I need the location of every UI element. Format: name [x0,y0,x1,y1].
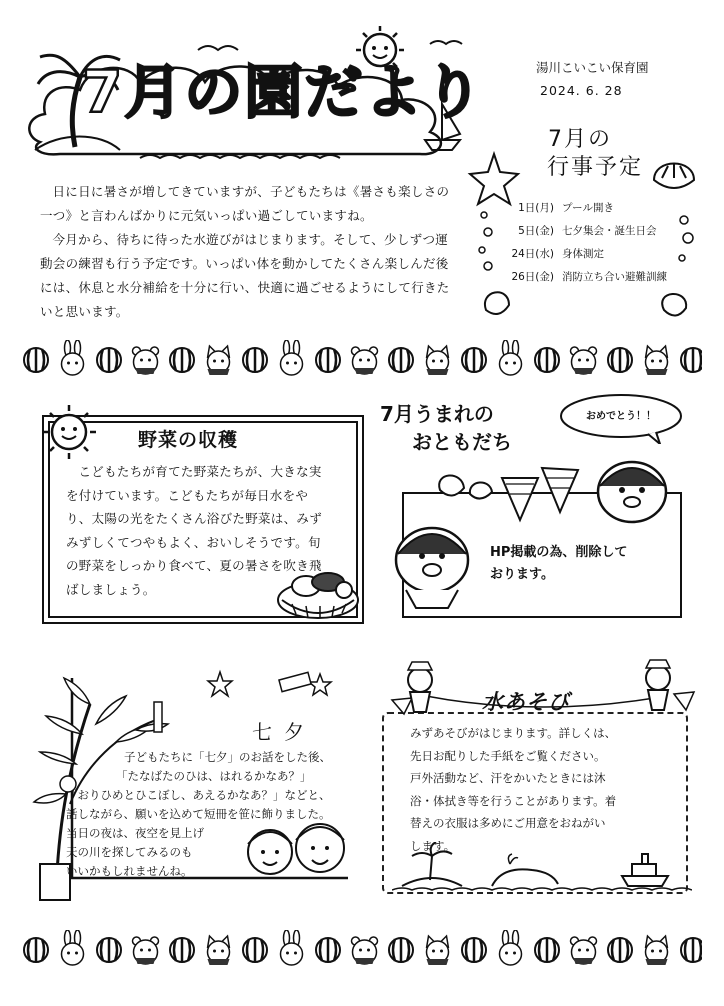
whale-icon [492,854,558,886]
harvest-text: こどもたちが育てた野菜たちが、大きな実を付けています。こどもたちが毎日水をやり、太陽の光をたくさん浴びた野菜は、みずみずしくてつやもよく、おいしそうです。旬の野菜をしっかり食べて、夏の暑さを吹き飛ばしましょう。 [66,464,323,597]
boat-icon [622,854,668,886]
bear-icon [571,347,597,374]
watermelon-icon [243,348,267,372]
tanabata-stars [200,668,340,708]
water-line: 先日お配りした手紙をご覧ください。 [410,748,606,763]
watermelon-icon [681,938,702,962]
rabbit-icon [500,930,522,965]
bear-icon [352,937,378,964]
event-date: 5日(金) [518,225,554,237]
bear-icon [571,937,597,964]
water-line: 戸外活動など、汗をかいたときには沐 [410,771,606,785]
tanabata-line: 子どもたちに「七夕」のお話をした後、 [124,750,331,764]
tanabata-line: 「たなばたのひは、はれるかなあ？」 [116,769,312,783]
school-name: 湯川こいこい保育園 [536,60,649,75]
harvest-title: 野菜の収穫 [138,429,239,451]
watermelon-icon [170,348,194,372]
tanabata-line: 「おりひめとひこぼし、あえるかなあ？」などと、 [66,788,331,802]
watermelon-icon [97,938,121,962]
birthday-title-line2: おともだち [412,430,512,454]
event-row [494,246,684,269]
tanabata-title: 七夕 [252,720,316,744]
bear-icon [133,347,159,374]
page-title: 7月の園だより [82,58,485,126]
event-name: 消防立ち合い避難訓練 [562,271,667,283]
watermelon-icon [535,348,559,372]
watermelon-icon [24,348,48,372]
water-line: みずあそびがはじまります。詳しくは、 [410,726,617,740]
seagull-icon [646,660,670,710]
event-date: 24日(水) [511,248,554,260]
watermelon-icon [97,348,121,372]
watermelon-icon [681,348,702,372]
watermelon-icon [389,938,413,962]
birthday-title-line1: 7月うまれの [380,402,494,426]
event-name: プール開き [562,202,614,214]
issue-date: 2024. 6. 28 [540,83,623,98]
sea-scene [392,842,692,892]
event-name: 身体測定 [562,248,604,260]
cat-icon [427,936,449,965]
events-title-line1: 7月の [548,127,612,152]
event-name: 七夕集会・誕生日会 [562,225,657,237]
event-row [494,200,684,223]
birthday-title [380,400,512,456]
speech-bubble [556,392,686,444]
intro-paragraph-1: 日に日に暑さが増してきていますが、子どもたちは《暑さも楽しさの一つ》と言わんばかりに元気いっぱい過ごしていますね。 [40,184,450,223]
events-title [520,126,670,182]
water-text [410,722,680,857]
watermelon-icon [316,938,340,962]
bubble-text: おめでとう！！ [586,411,656,422]
cat-icon [646,346,668,375]
cat-icon [427,346,449,375]
watermelon-icon [243,938,267,962]
rabbit-icon [500,340,522,375]
event-date: 1日(月) [518,202,554,214]
event-date: 26日(金) [511,271,554,283]
decorative-border-top [22,340,702,380]
tanabata-line: 当日の夜は、夜空を見上げ [66,826,204,840]
cat-icon [208,936,230,965]
tanabata-line: 話しながら、願いを込めて短冊を笹に飾りました。 [66,807,331,821]
rabbit-icon [62,930,84,965]
events-title-line2: 行事予定 [546,155,643,180]
children-icon [236,816,356,896]
bear-icon [133,937,159,964]
penguin-icon [598,462,666,522]
intro-paragraph-2: 今月から、待ちに待った水遊びがはじまります。そして、少しずつ運動会の練習も行う予定です。いっぱい体を動かしてたくさん楽しんだ後には、休息と水分補給を十分に行い、快適に過ごせるようにして行きたいと思います。 [40,232,450,319]
intro-text [40,180,450,324]
water-line: 替えの衣服は多めにご用意をおねがい [410,816,606,830]
penguin-icon [396,528,468,608]
water-line: します。 [410,838,456,853]
harvest-sun [38,402,100,462]
watermelon-icon [608,938,632,962]
rabbit-icon [62,340,84,375]
watermelon-icon [608,348,632,372]
watermelon-icon [462,938,486,962]
events-list [494,200,684,292]
rabbit-icon [281,340,303,375]
tanabata-line: 天の川を探してみるのも [66,845,193,859]
water-title: 水あそび [482,690,570,714]
event-row [494,223,684,246]
watermelon-icon [24,938,48,962]
seagull-icon [408,662,432,712]
vegetable-basket-icon [272,560,364,622]
birthday-decoration [382,450,702,630]
watermelon-icon [389,348,413,372]
starfish-icon [470,154,518,204]
watermelon-icon [462,348,486,372]
cat-icon [646,936,668,965]
tanabata-line: いいかもしれませんね。 [66,864,193,878]
watermelon-icon [170,938,194,962]
water-line: 浴・体拭き等を行うことがあります。着 [410,793,617,808]
watermelon-icon [316,348,340,372]
birthday-notice [490,542,640,586]
bear-icon [352,347,378,374]
decorative-border-bottom [22,930,702,970]
event-row [494,269,684,292]
cat-icon [208,346,230,375]
watermelon-icon [535,938,559,962]
rabbit-icon [281,930,303,965]
birthday-notice-text: HP掲載の為、削除しております。 [490,545,628,582]
